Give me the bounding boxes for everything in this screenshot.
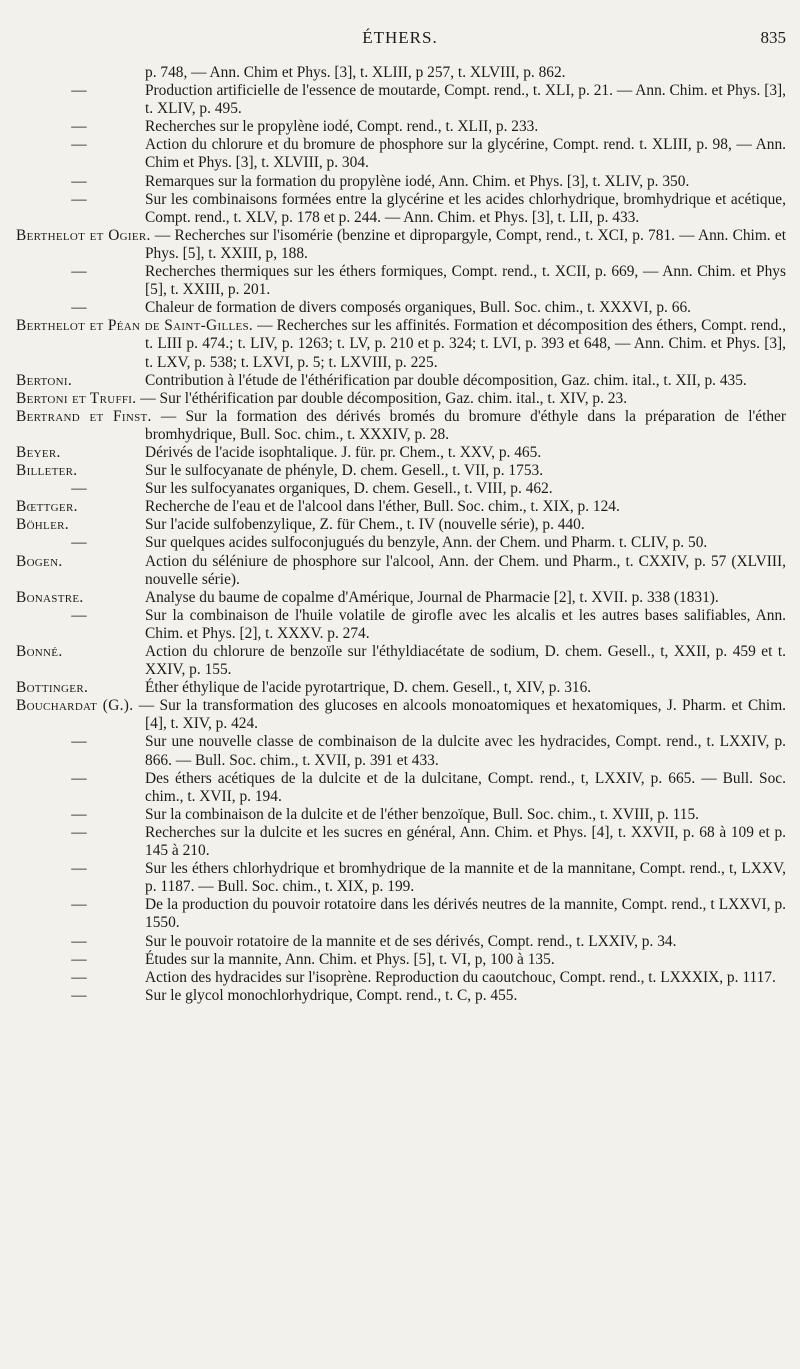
entry-text: — Sur la transformation des glucoses en alcools monoatomiques et hexatomiques, J. Pharm. et Chim. [4], t. XIV, p. 424.: [138, 697, 787, 733]
entry-text: — Sur l'éthérification par double décomposition, Gaz. chim. ital., t. XIV, p. 23.: [140, 389, 628, 407]
bibliography-entry: [16, 951, 786, 969]
ditto-dash: —: [71, 263, 87, 281]
entry-author: Bertoni et Truffi.: [16, 389, 137, 407]
bibliography-entry: [16, 534, 786, 552]
entry-author: Berthelot et Ogier.: [16, 226, 151, 244]
ditto-dash: —: [71, 932, 87, 950]
ditto-dash: —: [71, 950, 87, 968]
entry-text: Action des hydracides sur l'isoprène. Reproduction du caoutchouc, Compt. rend., t. LXXXIX, p. 1117.: [145, 968, 776, 986]
entry-text: Action du chlorure et du bromure de phosphore sur la glycérine, Compt. rend. t. XLIII, p. 98, — Ann. Chim et Phys. [3], t. XLVIII, p. 304.: [145, 136, 786, 172]
ditto-dash: —: [71, 805, 87, 823]
entry-author: Berthelot et Péan de Saint-Gilles.: [16, 317, 254, 335]
entry-text: Sur le sulfocyanate de phényle, D. chem. Gesell., t. VII, p. 1753.: [145, 462, 544, 480]
ditto-dash: —: [71, 968, 87, 986]
ditto-dash: —: [71, 480, 87, 498]
entry-text: Recherche de l'eau et de l'alcool dans l'éther, Bull. Soc. chim., t. XIX, p. 124.: [145, 498, 620, 516]
bibliography-entry: [16, 987, 786, 1005]
bibliography-entry: [16, 480, 786, 498]
bibliography-entry: [16, 118, 786, 136]
entry-author: Billeter.: [16, 462, 78, 480]
bibliography-entry: [16, 697, 786, 733]
bibliography-entry: [16, 173, 786, 191]
bibliography-entry: [16, 263, 786, 299]
entry-text: Sur les sulfocyanates organiques, D. chem. Gesell., t. VIII, p. 462.: [145, 480, 553, 498]
entry-text: Sur quelques acides sulfoconjugués du benzyle, Ann. der Chem. und Pharm. t. CLIV, p. 50.: [145, 534, 708, 552]
entry-author: Bouchardat (G.).: [16, 697, 134, 715]
bibliography-entry: [16, 82, 786, 118]
entry-text: Sur les combinaisons formées entre la glycérine et les acides chlorhydrique, bromhydrique et acétique, Compt. rend., t. XLV, p. 178 et p. 244. — Ann. Chim. et Phys. [3], t. LII, p. 433.: [145, 190, 786, 226]
bibliography-entry: [16, 553, 786, 589]
bibliography-entry: [16, 408, 786, 444]
bibliography-entry: [16, 444, 786, 462]
bibliography-entry: [16, 227, 786, 263]
entry-text: Dérivés de l'acide isophtalique. J. für. pr. Chem., t. XXV, p. 465.: [145, 443, 542, 461]
entry-author: Bottinger.: [16, 679, 89, 697]
entry-text: Sur le pouvoir rotatoire de la mannite et de ses dérivés, Compt. rend., t. LXXIV, p. 34.: [145, 932, 677, 950]
entry-text: Chaleur de formation de divers composés organiques, Bull. Soc. chim., t. XXXVI, p. 66.: [145, 299, 691, 317]
entry-text: Des éthers acétiques de la dulcite et de la dulcitane, Compt. rend., t, LXXIV, p. 665. — Bull. Soc. chim., t. XVII, p. 194.: [145, 769, 786, 805]
bibliography-list: [16, 64, 786, 1005]
ditto-dash: —: [71, 733, 87, 751]
bibliography-entry: [16, 136, 786, 172]
entry-text: Production artificielle de l'essence de moutarde, Compt. rend., t. XLI, p. 21. — Ann. Chim. et Phys. [3], t. XLIV, p. 495.: [145, 82, 786, 118]
entry-text: Recherches sur la dulcite et les sucres en général, Ann. Chim. et Phys. [4], t. XXVII, p. 68 à 109 et p. 145 à 210.: [145, 823, 786, 860]
entry-author: Bertrand et Finst.: [16, 407, 152, 425]
running-title: ÉTHERS.: [362, 28, 438, 47]
entry-text: p. 748, — Ann. Chim et Phys. [3], t. XLIII, p 257, t. XLVIII, p. 862.: [145, 64, 566, 81]
bibliography-entry: [16, 462, 786, 480]
ditto-dash: —: [71, 823, 87, 841]
bibliography-entry: [16, 516, 786, 534]
entry-author: Bonné.: [16, 643, 63, 660]
bibliography-entry: [16, 589, 786, 607]
ditto-dash: —: [71, 986, 87, 1004]
entry-text: Action du chlorure de benzoïle sur l'éthyldiacétate de sodium, D. chem. Gesell., t, XXII, p. 459 et t. XXIV, p. 155.: [145, 643, 786, 679]
entry-text: De la production du pouvoir rotatoire dans les dérivés neutres de la mannite, Compt. rend., t LXXVI, p. 1550.: [145, 896, 786, 932]
ditto-dash: —: [71, 534, 87, 552]
ditto-dash: —: [71, 118, 87, 136]
bibliography-entry: [16, 299, 786, 317]
bibliography-entry: [16, 498, 786, 516]
ditto-dash: —: [71, 190, 87, 208]
page-header: [0, 28, 800, 54]
ditto-dash: —: [71, 136, 87, 154]
entry-text: Analyse du baume de copalme d'Amérique, Journal de Pharmacie [2], t. XVII. p. 338 (1831).: [145, 588, 719, 606]
entry-author: Böhler.: [16, 516, 69, 534]
entry-text: Sur la combinaison de l'huile volatile de girofle avec les alcalis et les autres bases salifiables, Ann. Chim. et Phys. [2], t. XXXV. p. 274.: [145, 606, 786, 642]
bibliography-entry: [16, 372, 786, 390]
bibliography-entry: [16, 733, 786, 769]
bibliography-entry: [16, 806, 786, 824]
entry-text: Éther éthylique de l'acide pyrotartrique, D. chem. Gesell., t, XIV, p. 316.: [145, 679, 592, 697]
entry-text: — Recherches sur l'isomérie (benzine et dipropargyle, Compt, rend., t. XCI, p. 781. — Ann. Chim. et Phys. [5], t. XXIII, p, 188.: [145, 226, 786, 262]
bibliography-entry: [16, 679, 786, 697]
bibliography-entry: [16, 317, 786, 371]
bibliography-entry: [16, 933, 786, 951]
entry-text: Recherches thermiques sur les éthers formiques, Compt. rend., t. XCII, p. 669, — Ann. Chim. et Phys [5], t. XXIII, p. 201.: [145, 263, 786, 299]
entry-author: Beyer.: [16, 443, 61, 461]
entry-text: Recherches sur le propylène iodé, Compt. rend., t. XLII, p. 233.: [145, 118, 539, 136]
page-number: 835: [760, 28, 786, 47]
ditto-dash: —: [71, 896, 87, 914]
bibliography-entry: [16, 896, 786, 932]
bibliography-entry: [16, 969, 786, 987]
entry-text: Études sur la mannite, Ann. Chim. et Phys. [5], t. VI, p, 100 à 135.: [145, 950, 555, 968]
entry-text: Sur la combinaison de la dulcite et de l'éther benzoïque, Bull. Soc. chim., t. XVIII, p. 115.: [145, 805, 699, 823]
entry-author: Bœttger.: [16, 498, 78, 516]
entry-text: Action du séléniure de phosphore sur l'alcool, Ann. der Chem. und Pharm., t. CXXIV, p. 57 (XLVIII, nouvelle série).: [145, 552, 786, 588]
entry-text: Sur une nouvelle classe de combinaison de la dulcite avec les hydracides, Compt. rend., t. LXXIV, p. 866. — Bull. Soc. chim., t. XVII, p. 391 et 433.: [145, 733, 786, 769]
ditto-dash: —: [71, 606, 87, 624]
ditto-dash: —: [71, 82, 87, 100]
bibliography-entry: [16, 607, 786, 643]
entry-text: Sur l'acide sulfobenzylique, Z. für Chem., t. IV (nouvelle série), p. 440.: [145, 516, 585, 534]
entry-author: Bonastre.: [16, 588, 84, 606]
bibliography-entry: [16, 191, 786, 227]
bibliography-entry: [16, 643, 786, 679]
ditto-dash: —: [71, 299, 87, 317]
entry-author: Bogen.: [16, 552, 63, 570]
entry-author: Bertoni.: [16, 371, 72, 389]
bibliography-entry: [16, 824, 786, 860]
ditto-dash: —: [71, 769, 87, 787]
entry-text: — Sur la formation des dérivés bromés du bromure d'éthyle dans la préparation de l'éther bromhydrique, Bull. Soc. chim., t. XXXIV, p. 28.: [145, 407, 786, 443]
entry-text: — Recherches sur les affinités. Formation et décomposition des éthers, Compt. rend., t. LIII p. 474.; t. LIV, p. 1263; t. LV, p. 210 et p. 324; t. LVI, p. 393 et 648, — Ann. Chim. et Phys. [3], t. LXV, p. 538; t. LXVI, p. 5; t. LXVIII, p. 225.: [145, 317, 786, 371]
bibliography-entry: [16, 770, 786, 806]
entry-text: Contribution à l'étude de l'éthérification par double décomposition, Gaz. chim. ital., t. XII, p. 435.: [145, 371, 747, 389]
ditto-dash: —: [71, 172, 87, 190]
bibliography-entry: [16, 390, 786, 408]
entry-text: Sur le glycol monochlorhydrique, Compt. rend., t. C, p. 455.: [145, 986, 518, 1004]
ditto-dash: —: [71, 860, 87, 878]
entry-text: Remarques sur la formation du propylène iodé, Ann. Chim. et Phys. [3], t. XLIV, p. 350.: [145, 172, 690, 190]
bibliography-entry: [16, 860, 786, 896]
entry-text: Sur les éthers chlorhydrique et bromhydrique de la mannite et de la mannitane, Compt. rend., t, LXXV, p. 1187. — Bull. Soc. chim., t. XIX, p. 199.: [145, 860, 786, 896]
bibliography-entry: [16, 64, 786, 82]
